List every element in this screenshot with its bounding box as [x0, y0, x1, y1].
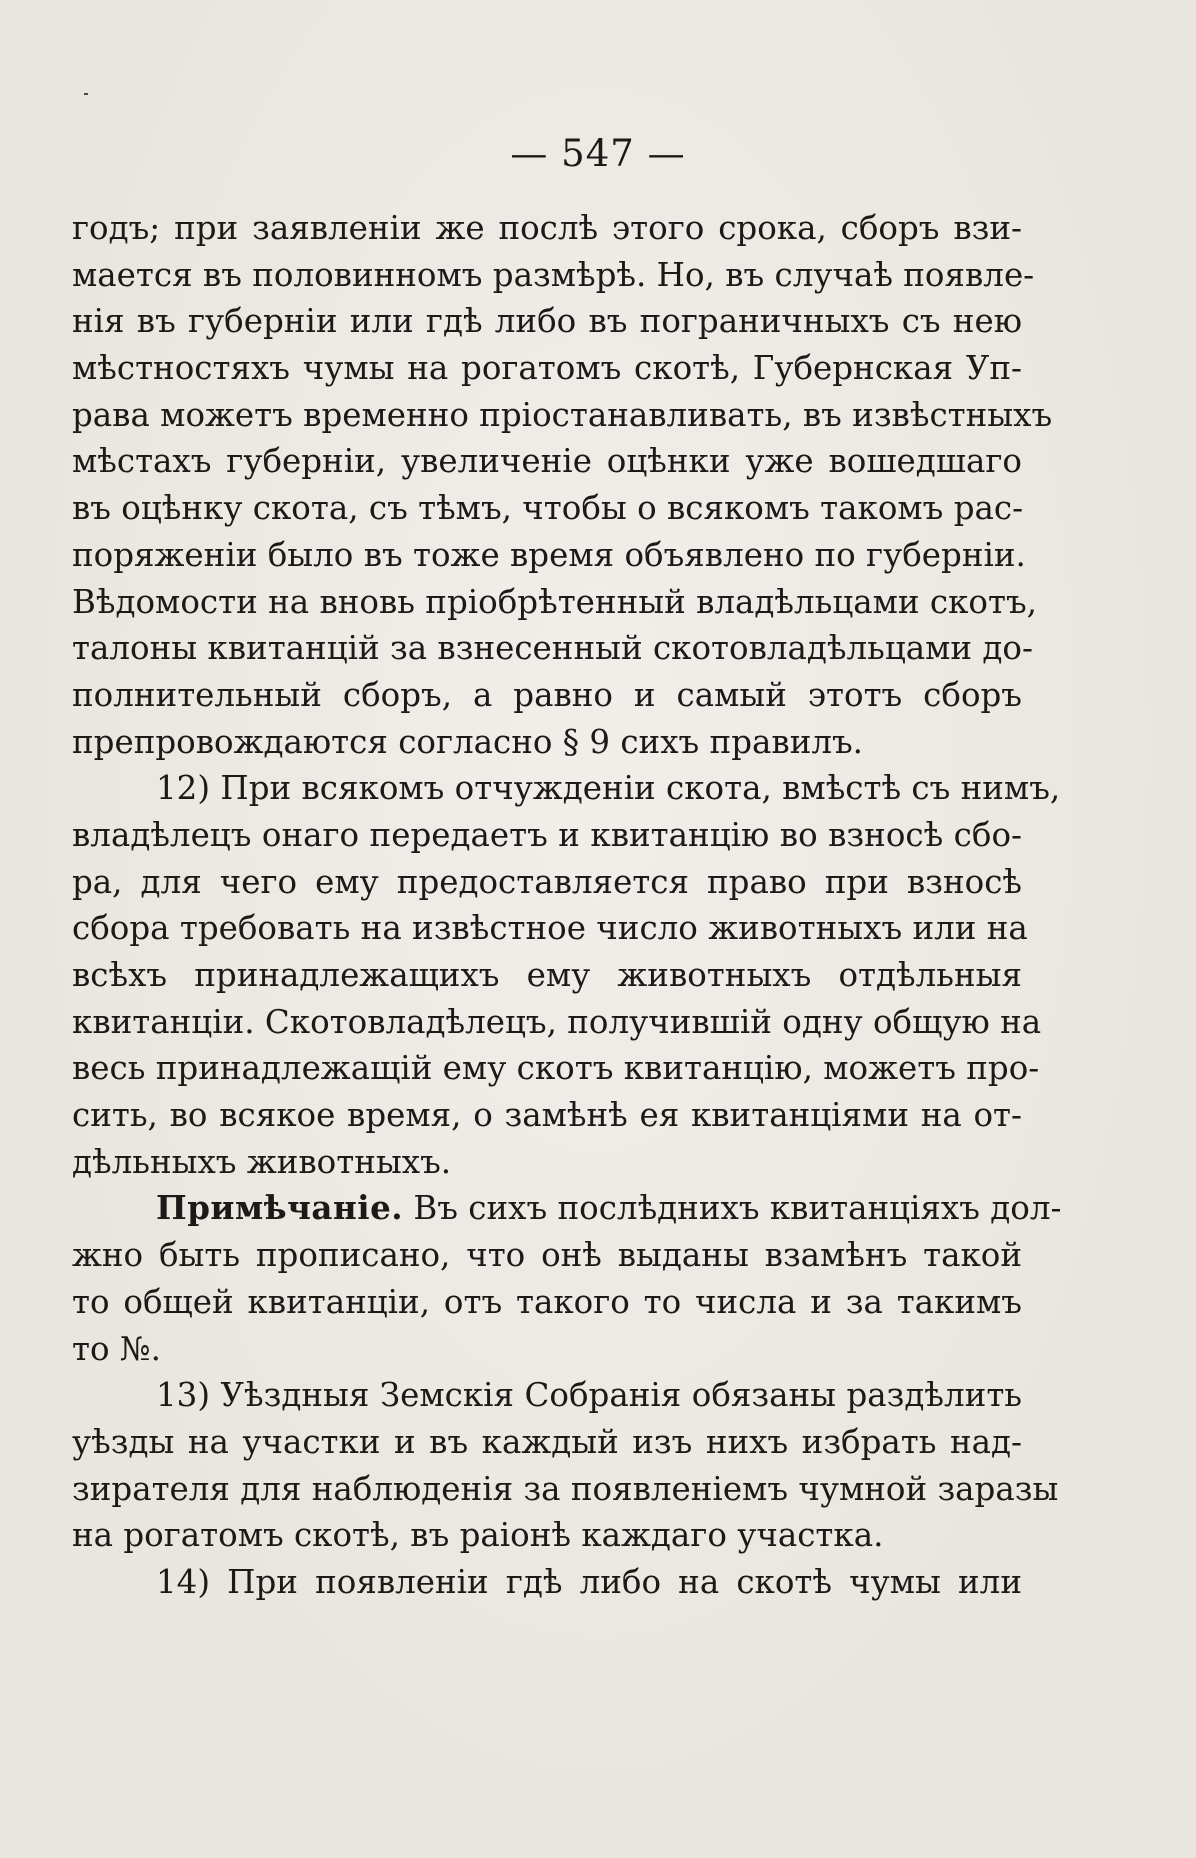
text-line: талоны квитанцій за взнесенный скотовладѣльцами до- [72, 629, 1033, 668]
paragraph-12-line: сбора требовать на извѣстное число животныхъ или на [72, 909, 1028, 948]
text-line: Вѣдомости на вновь пріобрѣтенный владѣльцами скотъ, [72, 582, 1037, 621]
paragraph-12-line: ра, для чего ему предоставляется право при взносѣ [72, 862, 1022, 901]
note-line: то №. [72, 1329, 161, 1368]
paragraph-14-line: 14) При появленіи гдѣ либо на скотѣ чумы или [156, 1562, 1022, 1601]
page-number: — 547 — [510, 132, 686, 175]
note-text: Въ сихъ послѣднихъ квитанціяхъ дол- [403, 1189, 1062, 1228]
paragraph-12-line: квитанціи. Скотовладѣлецъ, получившій одну общую на [72, 1002, 1042, 1041]
text-line: полнительный сборъ, а равно и самый этотъ сборъ [72, 675, 1022, 714]
paragraph-12-line: всѣхъ принадлежащихъ ему животныхъ отдѣльныя [72, 956, 1022, 994]
note-heading: Примѣчаніе. [156, 1188, 404, 1228]
note-line [72, 1185, 1062, 1232]
print-mark [84, 93, 88, 95]
text-line: мается въ половинномъ размѣрѣ. Но, въ случаѣ появле- [72, 255, 1035, 294]
paragraph-13-line: на рогатомъ скотѣ, въ раіонѣ каждаго участка. [72, 1516, 884, 1555]
paragraph-13-line: 13) Уѣздныя Земскія Собранія обязаны раздѣлить [156, 1376, 1022, 1415]
note-line: жно быть прописано, что онѣ выданы взамѣнъ такой [72, 1236, 1022, 1275]
paragraph-13-line: уѣзды на участки и въ каждый изъ нихъ избрать над- [72, 1422, 1022, 1461]
text-line: въ оцѣнку скота, съ тѣмъ, чтобы о всякомъ такомъ рас- [72, 489, 1024, 528]
paragraph-12-line: владѣлецъ онаго передаетъ и квитанцію во взносѣ сбо- [72, 815, 1022, 854]
paragraph-13-line: зирателя для наблюденія за появленіемъ чумной заразы [72, 1469, 1059, 1508]
paragraph-12-line: сить, во всякое время, о замѣнѣ ея квитанціями на от- [72, 1096, 1022, 1135]
text-line: мѣстахъ губерніи, увеличеніе оцѣнки уже вошедшаго [72, 442, 1022, 481]
body-text [72, 205, 1062, 1606]
text-line: годъ; при заявленіи же послѣ этого срока, сборъ взи- [72, 209, 1022, 247]
text-line: рава можетъ временно пріостанавливать, въ извѣстныхъ [72, 395, 1053, 434]
text-line: нія въ губерніи или гдѣ либо въ пограничныхъ съ нею [72, 302, 1022, 341]
text-line: препровождаются согласно § 9 сихъ правилъ. [72, 722, 864, 761]
paragraph-12-line: дѣльныхъ животныхъ. [72, 1142, 452, 1181]
paragraph-12-line: 12) При всякомъ отчужденіи скота, вмѣстѣ съ нимъ, [156, 769, 1061, 808]
paragraph-12-line: весь принадлежащій ему скотъ квитанцію, можетъ про- [72, 1049, 1040, 1088]
text-line: мѣстностяхъ чумы на рогатомъ скотѣ, Губернская Уп- [72, 349, 1022, 388]
note-line: то общей квитанціи, отъ такого то числа и за такимъ [72, 1282, 1022, 1321]
text-line: поряженіи было въ тоже время объявлено по губерніи. [72, 535, 1026, 574]
